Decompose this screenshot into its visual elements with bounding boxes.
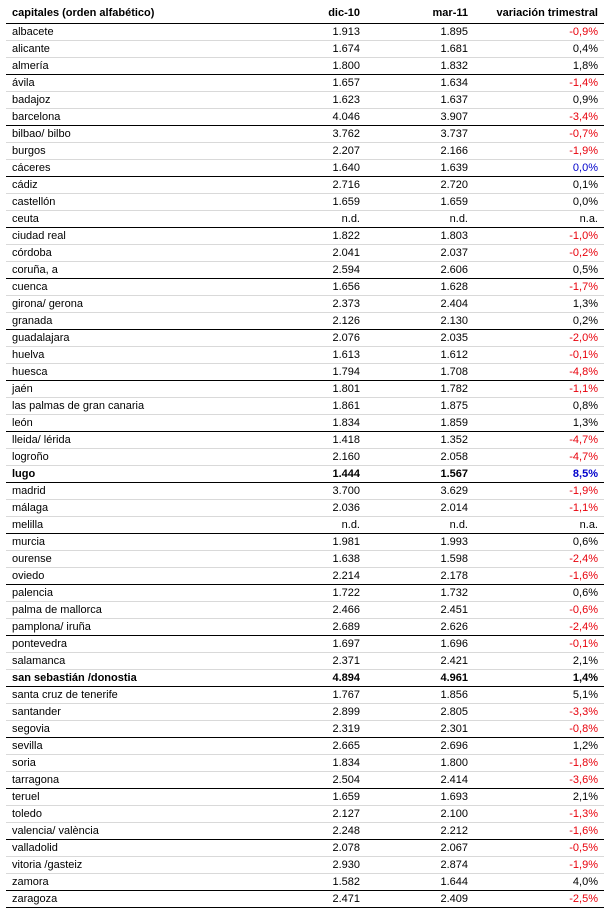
cell-dic-10: 1.656	[258, 279, 366, 296]
cell-capital-name: córdoba	[6, 245, 258, 262]
table-row	[6, 296, 604, 313]
cell-variacion-trimestral: -1,9%	[474, 143, 604, 160]
cell-mar-11: 2.058	[366, 449, 474, 466]
cell-capital-name: girona/ gerona	[6, 296, 258, 313]
cell-variacion-trimestral: -1,8%	[474, 755, 604, 772]
cell-variacion-trimestral: 5,1%	[474, 687, 604, 704]
cell-capital-name: oviedo	[6, 568, 258, 585]
table-row	[6, 823, 604, 840]
cell-dic-10: 1.582	[258, 874, 366, 891]
cell-mar-11: 1.856	[366, 687, 474, 704]
cell-dic-10: 1.801	[258, 381, 366, 398]
cell-capital-name: salamanca	[6, 653, 258, 670]
table-row	[6, 75, 604, 92]
cell-mar-11: 2.451	[366, 602, 474, 619]
cell-dic-10: 1.659	[258, 194, 366, 211]
cell-variacion-trimestral: -3,3%	[474, 704, 604, 721]
cell-capital-name: soria	[6, 755, 258, 772]
cell-capital-name: vitoria /gasteiz	[6, 857, 258, 874]
cell-mar-11: 2.606	[366, 262, 474, 279]
cell-variacion-trimestral: -1,1%	[474, 500, 604, 517]
column-header-mar-11: mar-11	[366, 4, 474, 24]
cell-capital-name: segovia	[6, 721, 258, 738]
cell-variacion-trimestral: -0,5%	[474, 840, 604, 857]
cell-variacion-trimestral: -1,9%	[474, 483, 604, 500]
table-row	[6, 160, 604, 177]
cell-dic-10: 1.613	[258, 347, 366, 364]
cell-mar-11: 1.352	[366, 432, 474, 449]
cell-dic-10: 1.794	[258, 364, 366, 381]
table-row	[6, 449, 604, 466]
cell-capital-name: san sebastián /donostia	[6, 670, 258, 687]
cell-mar-11: 1.681	[366, 41, 474, 58]
cell-dic-10: 2.041	[258, 245, 366, 262]
cell-dic-10: 1.834	[258, 415, 366, 432]
table-row	[6, 126, 604, 143]
column-header-dic-10: dic-10	[258, 4, 366, 24]
cell-variacion-trimestral: -0,1%	[474, 636, 604, 653]
cell-capital-name: toledo	[6, 806, 258, 823]
table-row	[6, 432, 604, 449]
cell-mar-11: 4.961	[366, 670, 474, 687]
table-row	[6, 602, 604, 619]
cell-capital-name: murcia	[6, 534, 258, 551]
cell-variacion-trimestral: -0,8%	[474, 721, 604, 738]
cell-capital-name: melilla	[6, 517, 258, 534]
cell-dic-10: 1.640	[258, 160, 366, 177]
cell-capital-name: santander	[6, 704, 258, 721]
table-row	[6, 721, 604, 738]
table-row	[6, 347, 604, 364]
cell-mar-11: 1.659	[366, 194, 474, 211]
cell-mar-11: 1.628	[366, 279, 474, 296]
cell-variacion-trimestral: -2,4%	[474, 619, 604, 636]
table-row	[6, 262, 604, 279]
cell-capital-name: almería	[6, 58, 258, 75]
cell-dic-10: 1.913	[258, 24, 366, 41]
cell-variacion-trimestral: 1,8%	[474, 58, 604, 75]
cell-capital-name: huelva	[6, 347, 258, 364]
table-row	[6, 466, 604, 483]
cell-variacion-trimestral: -0,9%	[474, 24, 604, 41]
cell-capital-name: coruña, a	[6, 262, 258, 279]
cell-mar-11: 1.693	[366, 789, 474, 806]
cell-mar-11: 2.805	[366, 704, 474, 721]
cell-variacion-trimestral: 0,0%	[474, 194, 604, 211]
cell-mar-11: 1.993	[366, 534, 474, 551]
cell-dic-10: 4.894	[258, 670, 366, 687]
cell-dic-10: 2.899	[258, 704, 366, 721]
cell-capital-name: palma de mallorca	[6, 602, 258, 619]
cell-capital-name: ávila	[6, 75, 258, 92]
cell-capital-name: málaga	[6, 500, 258, 517]
table-row	[6, 755, 604, 772]
cell-capital-name: ceuta	[6, 211, 258, 228]
cell-capital-name: cuenca	[6, 279, 258, 296]
cell-variacion-trimestral: -3,4%	[474, 109, 604, 126]
cell-mar-11: 1.832	[366, 58, 474, 75]
cell-variacion-trimestral: -2,5%	[474, 891, 604, 908]
cell-dic-10: 1.722	[258, 585, 366, 602]
cell-dic-10: n.d.	[258, 211, 366, 228]
table-row	[6, 58, 604, 75]
cell-capital-name: ourense	[6, 551, 258, 568]
table-row	[6, 653, 604, 670]
cell-mar-11: 1.803	[366, 228, 474, 245]
cell-variacion-trimestral: -1,3%	[474, 806, 604, 823]
cell-mar-11: 2.696	[366, 738, 474, 755]
cell-capital-name: lugo	[6, 466, 258, 483]
cell-dic-10: 2.371	[258, 653, 366, 670]
cell-mar-11: 1.782	[366, 381, 474, 398]
cell-dic-10: 1.674	[258, 41, 366, 58]
table-row	[6, 381, 604, 398]
cell-mar-11: 1.875	[366, 398, 474, 415]
cell-mar-11: 2.166	[366, 143, 474, 160]
cell-mar-11: 2.100	[366, 806, 474, 823]
table-row	[6, 143, 604, 160]
cell-capital-name: palencia	[6, 585, 258, 602]
cell-mar-11: 2.421	[366, 653, 474, 670]
cell-dic-10: 2.076	[258, 330, 366, 347]
cell-mar-11: 3.737	[366, 126, 474, 143]
table-row	[6, 534, 604, 551]
cell-capital-name: huesca	[6, 364, 258, 381]
table-row	[6, 177, 604, 194]
cell-dic-10: 2.126	[258, 313, 366, 330]
cell-mar-11: 2.414	[366, 772, 474, 789]
cell-capital-name: valladolid	[6, 840, 258, 857]
table-row	[6, 568, 604, 585]
capitals-price-table	[6, 4, 604, 908]
table-row	[6, 364, 604, 381]
cell-dic-10: 2.078	[258, 840, 366, 857]
cell-mar-11: 1.634	[366, 75, 474, 92]
cell-capital-name: las palmas de gran canaria	[6, 398, 258, 415]
cell-capital-name: ciudad real	[6, 228, 258, 245]
cell-variacion-trimestral: 1,2%	[474, 738, 604, 755]
cell-dic-10: 2.594	[258, 262, 366, 279]
cell-mar-11: 2.874	[366, 857, 474, 874]
cell-variacion-trimestral: -4,8%	[474, 364, 604, 381]
cell-capital-name: tarragona	[6, 772, 258, 789]
table-row	[6, 194, 604, 211]
cell-mar-11: 2.035	[366, 330, 474, 347]
cell-dic-10: 1.623	[258, 92, 366, 109]
cell-mar-11: 2.037	[366, 245, 474, 262]
cell-dic-10: 1.657	[258, 75, 366, 92]
cell-variacion-trimestral: -0,6%	[474, 602, 604, 619]
cell-variacion-trimestral: 1,3%	[474, 415, 604, 432]
cell-mar-11: 1.859	[366, 415, 474, 432]
table-row	[6, 398, 604, 415]
cell-capital-name: lleida/ lérida	[6, 432, 258, 449]
cell-dic-10: 2.466	[258, 602, 366, 619]
column-header-variacion-trimestral: variación trimestral	[474, 4, 604, 24]
cell-variacion-trimestral: -2,0%	[474, 330, 604, 347]
table-row	[6, 245, 604, 262]
cell-dic-10: 3.700	[258, 483, 366, 500]
table-row	[6, 874, 604, 891]
cell-dic-10: 2.207	[258, 143, 366, 160]
cell-capital-name: jaén	[6, 381, 258, 398]
table-row	[6, 24, 604, 41]
table-row	[6, 415, 604, 432]
table-row	[6, 41, 604, 58]
cell-mar-11: 3.907	[366, 109, 474, 126]
cell-dic-10: 4.046	[258, 109, 366, 126]
cell-dic-10: 2.471	[258, 891, 366, 908]
table-row	[6, 670, 604, 687]
cell-variacion-trimestral: -4,7%	[474, 432, 604, 449]
cell-capital-name: zamora	[6, 874, 258, 891]
table-row	[6, 806, 604, 823]
table-row	[6, 857, 604, 874]
cell-dic-10: 1.697	[258, 636, 366, 653]
cell-capital-name: alicante	[6, 41, 258, 58]
cell-dic-10: 1.638	[258, 551, 366, 568]
cell-dic-10: 1.767	[258, 687, 366, 704]
cell-variacion-trimestral: n.a.	[474, 211, 604, 228]
cell-variacion-trimestral: -4,7%	[474, 449, 604, 466]
cell-variacion-trimestral: n.a.	[474, 517, 604, 534]
cell-variacion-trimestral: 2,1%	[474, 653, 604, 670]
cell-variacion-trimestral: -0,2%	[474, 245, 604, 262]
cell-mar-11: 1.708	[366, 364, 474, 381]
cell-capital-name: burgos	[6, 143, 258, 160]
cell-variacion-trimestral: 1,3%	[474, 296, 604, 313]
table-header	[6, 4, 604, 24]
cell-capital-name: albacete	[6, 24, 258, 41]
cell-variacion-trimestral: 0,5%	[474, 262, 604, 279]
cell-dic-10: 1.800	[258, 58, 366, 75]
cell-mar-11: n.d.	[366, 211, 474, 228]
cell-dic-10: 1.861	[258, 398, 366, 415]
cell-variacion-trimestral: 4,0%	[474, 874, 604, 891]
table-body	[6, 24, 604, 908]
cell-mar-11: 1.732	[366, 585, 474, 602]
cell-mar-11: 1.639	[366, 160, 474, 177]
cell-dic-10: 2.504	[258, 772, 366, 789]
table-row	[6, 313, 604, 330]
cell-variacion-trimestral: 0,4%	[474, 41, 604, 58]
cell-variacion-trimestral: -3,6%	[474, 772, 604, 789]
cell-capital-name: león	[6, 415, 258, 432]
cell-dic-10: 2.127	[258, 806, 366, 823]
cell-dic-10: 1.659	[258, 789, 366, 806]
table-row	[6, 789, 604, 806]
cell-variacion-trimestral: -0,1%	[474, 347, 604, 364]
cell-mar-11: 2.130	[366, 313, 474, 330]
cell-variacion-trimestral: -1,7%	[474, 279, 604, 296]
cell-capital-name: sevilla	[6, 738, 258, 755]
cell-mar-11: 2.301	[366, 721, 474, 738]
cell-variacion-trimestral: 0,6%	[474, 534, 604, 551]
cell-capital-name: barcelona	[6, 109, 258, 126]
cell-variacion-trimestral: -1,6%	[474, 823, 604, 840]
cell-capital-name: guadalajara	[6, 330, 258, 347]
cell-variacion-trimestral: -1,9%	[474, 857, 604, 874]
cell-dic-10: 1.981	[258, 534, 366, 551]
table-row	[6, 687, 604, 704]
table-row	[6, 619, 604, 636]
cell-variacion-trimestral: 1,4%	[474, 670, 604, 687]
cell-variacion-trimestral: -0,7%	[474, 126, 604, 143]
table-row	[6, 279, 604, 296]
column-header-capitales: capitales (orden alfabético)	[6, 4, 258, 24]
table-row	[6, 500, 604, 517]
cell-dic-10: 2.930	[258, 857, 366, 874]
cell-dic-10: 3.762	[258, 126, 366, 143]
cell-dic-10: 2.248	[258, 823, 366, 840]
table-row	[6, 92, 604, 109]
cell-variacion-trimestral: 0,2%	[474, 313, 604, 330]
cell-mar-11: 1.637	[366, 92, 474, 109]
table-row	[6, 585, 604, 602]
cell-dic-10: 2.716	[258, 177, 366, 194]
cell-mar-11: 2.409	[366, 891, 474, 908]
cell-capital-name: pontevedra	[6, 636, 258, 653]
cell-dic-10: 1.444	[258, 466, 366, 483]
cell-mar-11: 1.800	[366, 755, 474, 772]
cell-dic-10: 2.373	[258, 296, 366, 313]
cell-capital-name: granada	[6, 313, 258, 330]
cell-mar-11: 2.720	[366, 177, 474, 194]
cell-variacion-trimestral: 8,5%	[474, 466, 604, 483]
cell-variacion-trimestral: -1,4%	[474, 75, 604, 92]
cell-variacion-trimestral: -2,4%	[474, 551, 604, 568]
cell-mar-11: 1.696	[366, 636, 474, 653]
cell-variacion-trimestral: 0,0%	[474, 160, 604, 177]
cell-variacion-trimestral: 0,6%	[474, 585, 604, 602]
table-row	[6, 517, 604, 534]
table-row	[6, 704, 604, 721]
cell-mar-11: 2.067	[366, 840, 474, 857]
cell-dic-10: 2.036	[258, 500, 366, 517]
cell-mar-11: n.d.	[366, 517, 474, 534]
cell-dic-10: 2.160	[258, 449, 366, 466]
table-row	[6, 330, 604, 347]
cell-capital-name: madrid	[6, 483, 258, 500]
header-row	[6, 4, 604, 24]
cell-capital-name: cáceres	[6, 160, 258, 177]
table-row	[6, 109, 604, 126]
cell-capital-name: valencia/ valència	[6, 823, 258, 840]
cell-capital-name: castellón	[6, 194, 258, 211]
table-row	[6, 636, 604, 653]
cell-mar-11: 2.212	[366, 823, 474, 840]
cell-dic-10: n.d.	[258, 517, 366, 534]
table-row	[6, 891, 604, 908]
cell-capital-name: logroño	[6, 449, 258, 466]
cell-capital-name: pamplona/ iruña	[6, 619, 258, 636]
cell-dic-10: 1.418	[258, 432, 366, 449]
cell-dic-10: 2.689	[258, 619, 366, 636]
cell-variacion-trimestral: 0,9%	[474, 92, 604, 109]
cell-mar-11: 1.598	[366, 551, 474, 568]
cell-capital-name: santa cruz de tenerife	[6, 687, 258, 704]
cell-dic-10: 1.822	[258, 228, 366, 245]
cell-mar-11: 1.644	[366, 874, 474, 891]
cell-mar-11: 3.629	[366, 483, 474, 500]
table-row	[6, 211, 604, 228]
cell-dic-10: 2.319	[258, 721, 366, 738]
cell-variacion-trimestral: -1,0%	[474, 228, 604, 245]
cell-mar-11: 1.895	[366, 24, 474, 41]
cell-mar-11: 1.612	[366, 347, 474, 364]
table-row	[6, 772, 604, 789]
cell-dic-10: 1.834	[258, 755, 366, 772]
cell-capital-name: cádiz	[6, 177, 258, 194]
cell-mar-11: 1.567	[366, 466, 474, 483]
cell-mar-11: 2.626	[366, 619, 474, 636]
cell-capital-name: bilbao/ bilbo	[6, 126, 258, 143]
cell-variacion-trimestral: 0,1%	[474, 177, 604, 194]
cell-mar-11: 2.014	[366, 500, 474, 517]
cell-capital-name: badajoz	[6, 92, 258, 109]
table-row	[6, 483, 604, 500]
cell-mar-11: 2.178	[366, 568, 474, 585]
table-row	[6, 228, 604, 245]
cell-variacion-trimestral: 2,1%	[474, 789, 604, 806]
cell-dic-10: 2.665	[258, 738, 366, 755]
table-row	[6, 738, 604, 755]
table-row	[6, 551, 604, 568]
cell-capital-name: zaragoza	[6, 891, 258, 908]
cell-variacion-trimestral: -1,1%	[474, 381, 604, 398]
cell-variacion-trimestral: 0,8%	[474, 398, 604, 415]
cell-dic-10: 2.214	[258, 568, 366, 585]
cell-mar-11: 2.404	[366, 296, 474, 313]
cell-variacion-trimestral: -1,6%	[474, 568, 604, 585]
table-row	[6, 840, 604, 857]
cell-capital-name: teruel	[6, 789, 258, 806]
